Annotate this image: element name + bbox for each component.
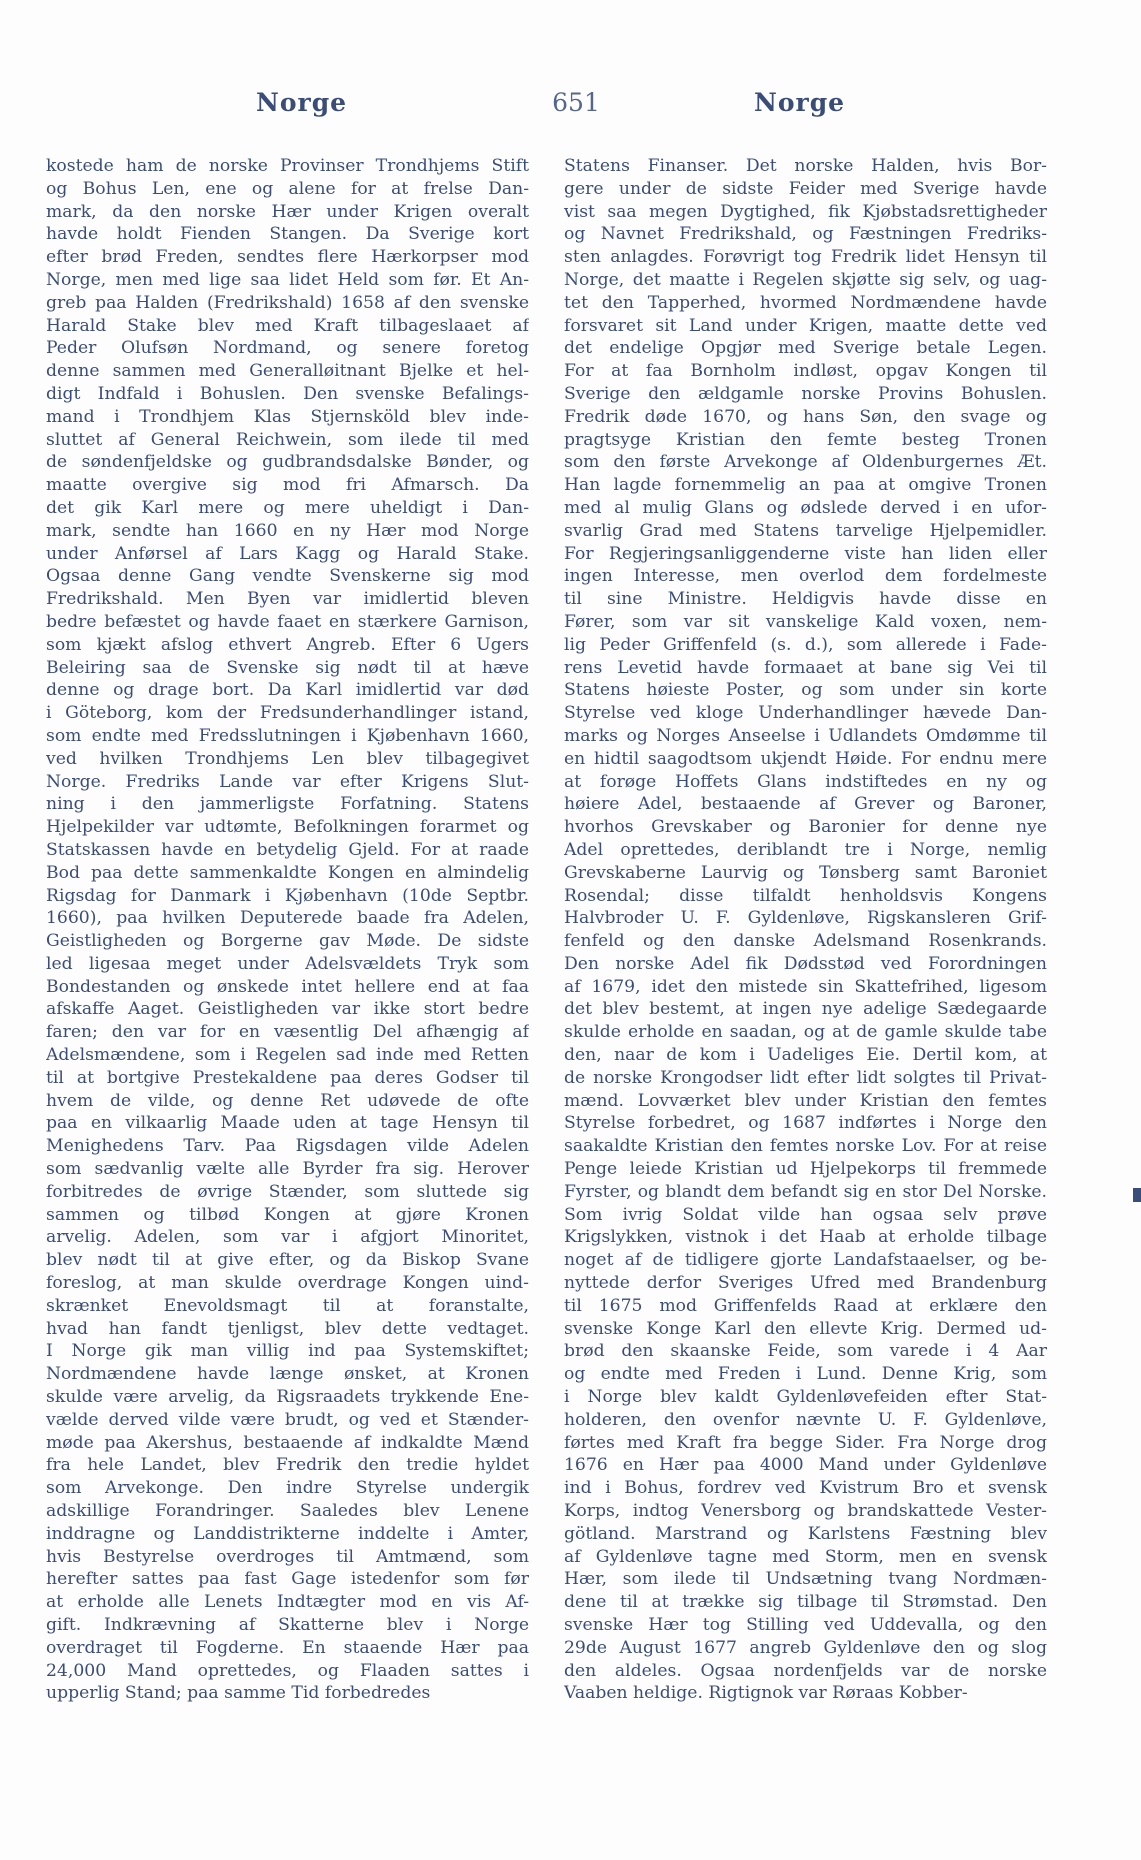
- text-line: som kjækt afslog ethvert Angreb. Efter 6 Ugers: [46, 634, 529, 655]
- text-line: greb paa Halden (Fredrikshald) 1658 af den svenske: [46, 292, 529, 313]
- text-line: forsvaret sit Land under Krigen, maatte dette ved: [564, 315, 1047, 336]
- text-line: holderen, den ovenfor nævnte U. F. Gyldenløve,: [564, 1409, 1047, 1430]
- text-line: Han lagde fornemmelig an paa at omgive Tronen: [564, 475, 1047, 496]
- text-line: sten anlagdes. Forøvrigt tog Fredrik lidet Hensyn til: [564, 247, 1047, 268]
- right-column: [564, 155, 1047, 1705]
- text-line: skulde erholde en saadan, og at de gamle skulde tabe: [564, 1022, 1047, 1043]
- text-line: Den norske Adel fik Dødsstød ved Forordningen: [564, 953, 1047, 974]
- text-line: 24,000 Mand oprettedes, og Flaaden sattes i: [46, 1660, 529, 1681]
- text-line: Grevskaberne Laurvig og Tønsberg samt Baroniet: [564, 862, 1047, 883]
- text-line: ind i Bohus, fordrev ved Kvistrum Bro et svensk: [564, 1478, 1047, 1499]
- text-line: mark, da den norske Hær under Krigen overalt: [46, 201, 529, 222]
- text-line: Hjelpekilder var udtømte, Befolkningen forarmet og: [46, 817, 529, 838]
- page-number: 651: [552, 88, 600, 117]
- text-line: førtes med Kraft fra begge Sider. Fra Norge drog: [564, 1432, 1047, 1453]
- text-line: overdraget til Fogderne. En staaende Hær paa: [46, 1637, 529, 1658]
- text-line: at erholde alle Lenets Indtægter mod en vis Af-: [46, 1592, 529, 1613]
- text-line: som endte med Fredsslutningen i Kjøbenhavn 1660,: [46, 725, 529, 746]
- text-line: ingen Interesse, men overlod dem fordelmeste: [564, 566, 1047, 587]
- text-line: Beleiring saa de Svenske sig nødt til at hæve: [46, 657, 529, 678]
- text-line: arvelig. Adelen, som var i afgjort Minoritet,: [46, 1227, 529, 1248]
- text-line: ved hvilken Trondhjems Len blev tilbagegivet: [46, 748, 529, 769]
- text-line: gere under de sidste Feider med Sverige havde: [564, 178, 1047, 199]
- text-line: upperlig Stand; paa samme Tid forbedredes: [46, 1683, 431, 1704]
- text-line: forbitredes de øvrige Stænder, som sluttede sig: [46, 1181, 529, 1202]
- text-line: Fredrik døde 1670, og hans Søn, den svage og: [564, 406, 1047, 427]
- page-header: [46, 88, 1102, 128]
- text-line: herefter sattes paa fast Gage istedenfor som før: [46, 1569, 529, 1590]
- text-line: Fører, som var sit vanskelige Kald voxen, nem-: [564, 611, 1047, 632]
- text-line: tet den Tapperhed, hvormed Nordmændene havde: [564, 292, 1047, 313]
- text-line: fenfeld og den danske Adelsmand Rosenkrands.: [564, 931, 1047, 952]
- text-line: bedre befæstet og havde faaet en stærkere Garnison,: [46, 611, 529, 632]
- text-line: Norge. Fredriks Lande var efter Krigens Slut-: [46, 771, 529, 792]
- text-line: paa en vilkaarlig Maade uden at tage Hensyn til: [46, 1113, 529, 1134]
- text-line: Menighedens Tarv. Paa Rigsdagen vilde Adelen: [46, 1136, 529, 1157]
- text-line: ning i den jammerligste Forfatning. Statens: [46, 794, 529, 815]
- text-line: til sine Ministre. Heldigvis havde disse en: [564, 589, 1047, 610]
- text-line: at forøge Hoffets Glans indstiftedes en ny og: [564, 771, 1047, 792]
- text-line: svenske Konge Karl den ellevte Krig. Dermed ud-: [564, 1318, 1047, 1339]
- text-line: skrænket Enevoldsmagt til at foranstalte,: [46, 1295, 529, 1316]
- text-line: af 1679, idet den mistede sin Skattefrihed, ligesom: [564, 976, 1047, 997]
- text-line: Harald Stake blev med Kraft tilbageslaaet af: [46, 315, 529, 336]
- text-line: fra hele Landet, blev Fredrik den tredie hyldet: [46, 1455, 529, 1476]
- text-line: maatte overgive sig mod fri Afmarsch. Da: [46, 475, 529, 496]
- text-line: Korps, indtog Venersborg og brandskattede Vester-: [564, 1501, 1047, 1522]
- text-line: høiere Adel, bestaaende af Grever og Baroner,: [564, 794, 1047, 815]
- text-line: afskaffe Aaget. Geistligheden var ikke stort bedre: [46, 999, 529, 1020]
- text-line: mænd. Lovværket blev under Kristian den femtes: [564, 1090, 1047, 1111]
- text-line: møde paa Akershus, bestaaende af indkaldte Mænd: [46, 1432, 529, 1453]
- text-line: pragtsyge Kristian den femte besteg Tronen: [564, 429, 1047, 450]
- text-line: Krigslykken, vistnok i det Haab at erholde tilbage: [564, 1227, 1047, 1248]
- text-line: blev nødt til at give efter, og da Biskop Svane: [46, 1250, 529, 1271]
- text-line: under Anførsel af Lars Kagg og Harald Stake.: [46, 543, 529, 564]
- text-line: de norske Krongodser lidt efter lidt solgtes til Privat-: [564, 1067, 1047, 1088]
- text-line: götland. Marstrand og Karlstens Fæstning blev: [564, 1523, 1047, 1544]
- text-line: af Gyldenløve tagne med Storm, men en svensk: [564, 1546, 1047, 1567]
- text-line: som sædvanlig vælte alle Byrder fra sig. Herover: [46, 1159, 529, 1180]
- text-line: Penge leiede Kristian ud Hjelpekorps til fremmede: [564, 1159, 1047, 1180]
- text-line: nyttede derfor Sveriges Ufred med Brandenburg: [564, 1273, 1047, 1294]
- text-line: Statskassen havde en betydelig Gjeld. For at raade: [46, 839, 529, 860]
- text-line: mand i Trondhjem Klas Stjernsköld blev inde-: [46, 406, 529, 427]
- text-line: hvem de vilde, og denne Ret udøvede de ofte: [46, 1090, 529, 1111]
- text-line: sammen og tilbød Kongen at gjøre Kronen: [46, 1204, 529, 1225]
- text-line: en hidtil saagodtsom ukjendt Høide. For endnu mere: [564, 748, 1047, 769]
- page-edge-mark: [1133, 1188, 1141, 1202]
- text-line: kostede ham de norske Provinser Trondhjems Stift: [46, 156, 529, 176]
- text-line: Norge, det maatte i Regelen skjøtte sig selv, og uag-: [564, 269, 1047, 290]
- text-line: i Göteborg, kom der Fredsunderhandlinger istand,: [46, 703, 529, 724]
- running-head-left: Norge: [256, 88, 348, 117]
- text-line: Nordmændene havde længe ønsket, at Kronen: [46, 1364, 529, 1385]
- text-line: svarlig Grad med Statens tarvelige Hjelpemidler.: [564, 520, 1047, 541]
- text-line: faren; den var for en væsentlig Del afhængig af: [46, 1022, 529, 1043]
- text-line: For at faa Bornholm indløst, opgav Kongen til: [564, 361, 1047, 382]
- text-line: I Norge gik man villig ind paa Systemskiftet;: [46, 1341, 529, 1362]
- text-line: i Norge blev kaldt Gyldenløvefeiden efter Stat-: [564, 1387, 1047, 1408]
- text-line: 1660), paa hvilken Deputerede baade fra Adelen,: [46, 908, 529, 929]
- text-line: og Navnet Fredrikshald, og Fæstningen Fredriks-: [564, 224, 1047, 245]
- text-line: marks og Norges Anseelse i Udlandets Omdømme til: [564, 725, 1047, 746]
- text-line: Statens Finanser. Det norske Halden, hvis Bor-: [564, 156, 1047, 176]
- text-line: adskillige Forandringer. Saaledes blev Lenene: [46, 1501, 529, 1522]
- text-line: Adelsmændene, som i Regelen sad inde med Retten: [46, 1045, 529, 1066]
- text-line: For Regjeringsanliggenderne viste han liden eller: [564, 543, 1047, 564]
- text-line: lig Peder Griffenfeld (s. d.), som allerede i Fade-: [564, 634, 1047, 655]
- text-line: det gik Karl mere og mere uheldigt i Dan-: [46, 497, 529, 518]
- text-line: til 1675 mod Griffenfelds Raad at erklære den: [564, 1295, 1047, 1316]
- text-line: gift. Indkrævning af Skatterne blev i Norge: [46, 1615, 529, 1635]
- text-line: skulde være arvelig, da Rigsraadets trykkende Ene-: [46, 1387, 529, 1408]
- text-line: Fredrikshald. Men Byen var imidlertid bleven: [46, 589, 529, 610]
- text-line: Vaaben heldige. Rigtignok var Røraas Kobber-: [564, 1683, 968, 1704]
- text-line: denne sammen med Generalløitnant Bjelke et hel-: [46, 361, 529, 382]
- text-line: sluttet af General Reichwein, som ilede til med: [46, 429, 529, 450]
- text-line: hvad han fandt tjenligst, blev dette vedtaget.: [46, 1318, 529, 1339]
- text-line: Styrelse forbedret, og 1687 indførtes i Norge den: [564, 1113, 1047, 1134]
- text-line: til at bortgive Prestekaldene paa deres Godser til: [46, 1067, 529, 1088]
- text-line: Bondestanden og ønskede intet hellere end at faa: [46, 976, 529, 997]
- text-line: noget af de tidligere gjorte Landafstaaelser, og be-: [564, 1250, 1047, 1271]
- text-line: Geistligheden og Borgerne gav Møde. De sidste: [46, 931, 529, 952]
- text-line: det endelige Opgjør med Sverige betale Legen.: [564, 338, 1047, 359]
- text-line: hvorhos Grevskaber og Baronier for denne nye: [564, 817, 1047, 838]
- text-line: Sverige den ældgamle norske Provins Bohuslen.: [564, 383, 1047, 404]
- text-line: foreslog, at man skulde overdrage Kongen uind-: [46, 1273, 529, 1294]
- text-line: de søndenfjeldske og gudbrandsdalske Bønder, og: [46, 452, 529, 473]
- text-line: som Arvekonge. Den indre Styrelse undergik: [46, 1478, 529, 1499]
- text-line: Peder Olufsøn Nordmand, og senere foretog: [46, 338, 529, 359]
- text-line: Rosendal; disse tilfaldt henholdsvis Kongens: [564, 885, 1047, 906]
- text-line: hvis Bestyrelse overdroges til Amtmænd, som: [46, 1546, 529, 1567]
- text-line: Som ivrig Soldat vilde han ogsaa selv prøve: [564, 1204, 1047, 1225]
- text-line: havde holdt Fienden Stangen. Da Sverige kort: [46, 224, 529, 245]
- text-line: efter brød Freden, sendtes flere Hærkorpser mod: [46, 247, 529, 268]
- text-line: Fyrster, og blandt dem befandt sig en stor Del Norske.: [564, 1181, 1047, 1202]
- text-line: Norge, men med lige saa lidet Held som før. Et An-: [46, 269, 529, 290]
- text-line: den aldeles. Ogsaa nordenfjelds var de norske: [564, 1660, 1047, 1681]
- text-line: 29de August 1677 angreb Gyldenløve den og slog: [564, 1637, 1047, 1658]
- text-line: mark, sendte han 1660 en ny Hær mod Norge: [46, 520, 529, 541]
- text-line: Bod paa dette sammenkaldte Kongen en almindelig: [46, 862, 529, 883]
- left-column: [46, 155, 529, 1705]
- text-line: det blev bestemt, at ingen nye adelige Sædegaarde: [564, 999, 1047, 1020]
- text-line: Adel oprettedes, deriblandt tre i Norge, nemlig: [564, 839, 1047, 860]
- text-line: Styrelse ved kloge Underhandlinger hævede Dan-: [564, 703, 1047, 724]
- text-line: digt Indfald i Bohuslen. Den svenske Befalings-: [46, 383, 529, 404]
- running-head-right: Norge: [754, 88, 846, 117]
- text-line: Halvbroder U. F. Gyldenløve, Rigskansleren Grif-: [564, 908, 1047, 929]
- text-line: vist saa megen Dygtighed, fik Kjøbstadsrettigheder: [564, 201, 1047, 222]
- text-line: med al mulig Glans og ødslede derved i en ufor-: [564, 497, 1047, 518]
- text-line: Ogsaa denne Gang vendte Svenskerne sig mod: [46, 566, 529, 587]
- text-line: led ligesaa meget under Adelsvældets Tryk som: [46, 953, 529, 974]
- text-line: saakaldte Kristian den femtes norske Lov. For at reise: [564, 1136, 1047, 1157]
- text-line: inddragne og Landdistrikterne inddelte i Amter,: [46, 1523, 529, 1544]
- text-line: svenske Hær tog Stilling ved Uddevalla, og den: [564, 1615, 1047, 1635]
- text-line: rens Levetid havde formaaet at bane sig Vei til: [564, 657, 1047, 678]
- text-line: som den første Arvekonge af Oldenburgernes Æt.: [564, 452, 1047, 473]
- text-line: Rigsdag for Danmark i Kjøbenhavn (10de Septbr.: [46, 885, 529, 906]
- text-line: og endte med Freden i Lund. Denne Krig, som: [564, 1364, 1047, 1385]
- text-line: brød den skaanske Feide, som varede i 4 Aar: [564, 1341, 1047, 1362]
- text-line: denne og drage bort. Da Karl imidlertid var død: [46, 680, 529, 701]
- text-line: vælde derved vilde være brudt, og ved et Stænder-: [46, 1409, 529, 1430]
- text-line: 1676 en Hær paa 4000 Mand under Gyldenløve: [564, 1455, 1047, 1476]
- text-line: den, naar de kom i Uadeliges Eie. Dertil kom, at: [564, 1045, 1047, 1066]
- text-line: Hær, som ilede til Undsætning tvang Nordmæn-: [564, 1569, 1047, 1590]
- text-line: dene til at trække sig tilbage til Strømstad. Den: [564, 1592, 1047, 1613]
- text-line: Statens høieste Poster, og som under sin korte: [564, 680, 1047, 701]
- text-line: og Bohus Len, ene og alene for at frelse Dan-: [46, 178, 529, 199]
